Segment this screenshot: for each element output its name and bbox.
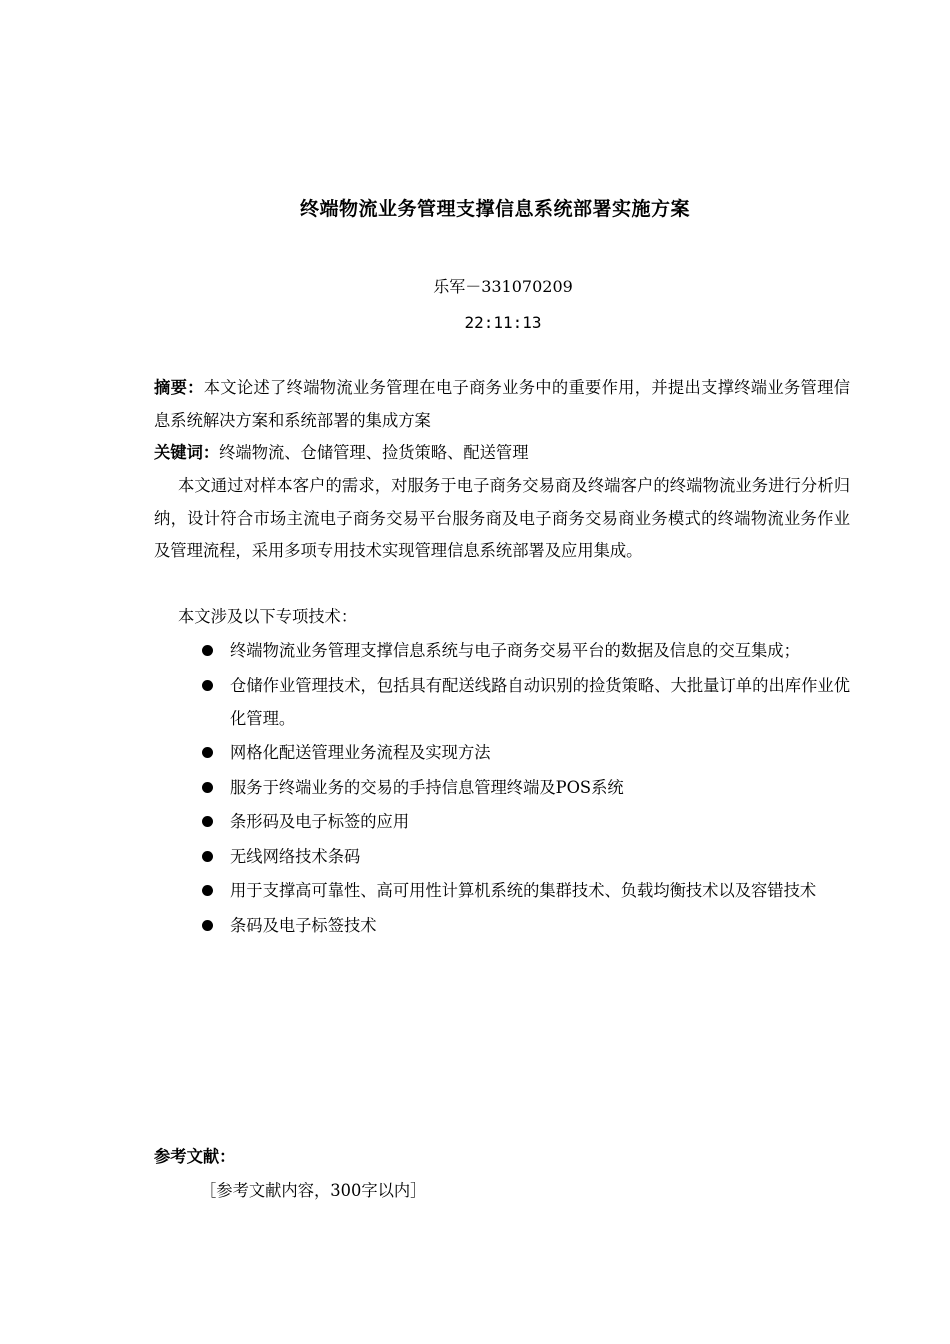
- list-item-text: 终端物流业务管理支撑信息系统与电子商务交易平台的数据及信息的交互集成；: [230, 641, 800, 660]
- abstract-paragraph: [154, 372, 850, 437]
- document-title: 终端物流业务管理支撑信息系统部署实施方案: [299, 198, 690, 220]
- author-line: 乐军－331070209: [433, 277, 573, 296]
- bullet-icon: [202, 747, 213, 758]
- list-item: [200, 669, 850, 735]
- technology-bullet-list: [200, 634, 850, 943]
- keywords-paragraph: [154, 437, 850, 470]
- list-item: [200, 805, 850, 838]
- references-heading: 参考文献：: [154, 1147, 236, 1166]
- keywords-text: 终端物流、仓储管理、捡货策略、配送管理: [219, 443, 529, 462]
- bullet-icon: [202, 885, 213, 896]
- body-paragraph: 本文通过对样本客户的需求，对服务于电子商务交易商及终端客户的终端物流业务进行分析归纳，设计符合市场主流电子商务交易平台服务商及电子商务交易商业务模式的终端物流业务作业及管理流程，采用多项专用技术实现管理信息系统部署及应用集成。: [154, 476, 850, 560]
- list-item-text: 用于支撑高可靠性、高可用性计算机系统的集群技术、负载均衡技术以及容错技术: [230, 881, 817, 900]
- time-line: 22:11:13: [464, 313, 542, 332]
- list-item-text: 条码及电子标签技术: [230, 915, 377, 935]
- list-item: [200, 874, 850, 907]
- list-item: [200, 736, 850, 769]
- list-item-text: 仓储作业管理技术，包括具有配送线路自动识别的捡货策略、大批量订单的出库作业优化管理。: [230, 675, 850, 728]
- list-item: [200, 771, 850, 804]
- list-item-text: 条形码及电子标签的应用: [230, 812, 410, 831]
- list-item: [200, 840, 850, 873]
- bullet-icon: [202, 816, 213, 827]
- list-item: [200, 634, 850, 667]
- bullet-icon: [202, 782, 213, 793]
- bullet-icon: [202, 920, 213, 931]
- references-content: ［参考文献内容，300字以内］: [200, 1181, 427, 1200]
- keywords-label: 关键词：: [154, 443, 220, 462]
- list-item: [200, 909, 850, 942]
- body-paragraph: 本文涉及以下专项技术：: [178, 607, 358, 626]
- list-item-text: 服务于终端业务的交易的手持信息管理终端及POS系统: [230, 777, 624, 797]
- bullet-icon: [202, 645, 213, 656]
- bullet-icon: [202, 851, 213, 862]
- abstract-text: 本文论述了终端物流业务管理在电子商务业务中的重要作用，并提出支撑终端业务管理信息系统解决方案和系统部署的集成方案: [154, 378, 850, 430]
- list-item-text: 无线网络技术条码: [230, 846, 361, 866]
- abstract-label: 摘要：: [154, 378, 204, 397]
- bullet-icon: [202, 680, 213, 691]
- list-item-text: 网格化配送管理业务流程及实现方法: [230, 743, 491, 762]
